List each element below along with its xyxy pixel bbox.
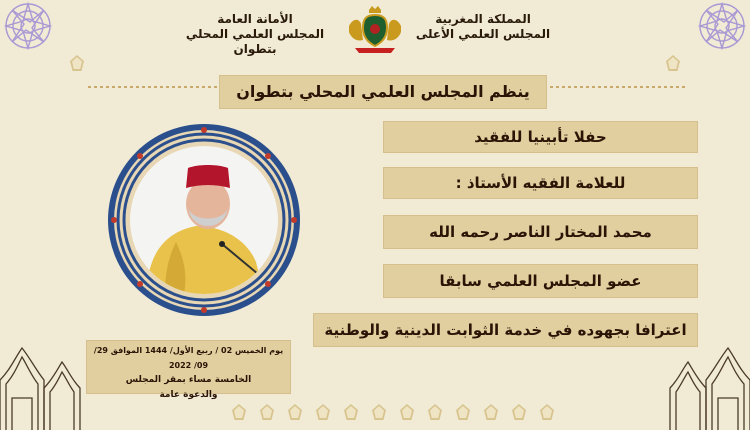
decor-pentagon (372, 404, 386, 420)
kingdom-label: المملكة المغربية (435, 12, 531, 26)
decor-pentagon (484, 404, 498, 420)
event-details-box (86, 340, 291, 400)
decor-pentagon (316, 404, 330, 420)
decor-pentagon (232, 404, 246, 420)
info-box-2-text: للعلامة الفقيه الأستاذ : (455, 174, 626, 192)
info-box-5 (313, 313, 698, 347)
top-left-rosette-ornament (2, 0, 54, 52)
decor-pentagon (666, 55, 680, 71)
high-council-label: المجلس العلمي الأعلى (415, 27, 551, 41)
decor-pentagon (400, 404, 414, 420)
bottom-left-arch-ornament (0, 340, 90, 430)
decor-pentagon (288, 404, 302, 420)
event-time-place: الخامسة مساء بمقر المجلس (125, 375, 252, 385)
moroccan-coat-of-arms-emblem (345, 6, 405, 56)
title-banner (219, 75, 547, 109)
info-box-3 (383, 215, 698, 249)
info-box-1-text: حفلا تأبينيا للفقيد (474, 128, 607, 146)
portrait-ornamental-frame (106, 122, 302, 318)
local-council-label: المجلس العلمي المحلي بتطوان (185, 27, 325, 56)
decor-pentagon (512, 404, 526, 420)
info-box-2 (383, 167, 698, 199)
header-left-text (175, 12, 335, 57)
bottom-right-arch-ornament (660, 340, 750, 430)
decor-pentagon (70, 55, 84, 71)
decor-pentagon (260, 404, 274, 420)
top-right-rosette-ornament (696, 0, 748, 52)
decor-pentagon (540, 404, 554, 420)
event-date: يوم الخميس 02 / ربيع الأول/ 1444 الموافق 29/ 09/ 2022 (93, 346, 284, 370)
info-box-3-text: محمد المختار الناصر رحمه الله (429, 223, 652, 241)
header-right-text (408, 12, 558, 42)
info-box-4 (383, 264, 698, 298)
info-box-1 (383, 121, 698, 153)
event-invitation: والدعوة عامة (159, 390, 218, 400)
secretariat-label: الأمانة العامة (217, 12, 293, 26)
decor-pentagon (456, 404, 470, 420)
decor-pentagon (428, 404, 442, 420)
title-banner-text: ينظم المجلس العلمي المحلي بتطوان (236, 82, 530, 101)
info-box-4-text: عضو المجلس العلمي سابقا (439, 272, 642, 290)
decor-pentagon (344, 404, 358, 420)
info-box-5-text: اعترافا بجهوده في خدمة الثوابت الدينية والوطنية (324, 321, 687, 339)
